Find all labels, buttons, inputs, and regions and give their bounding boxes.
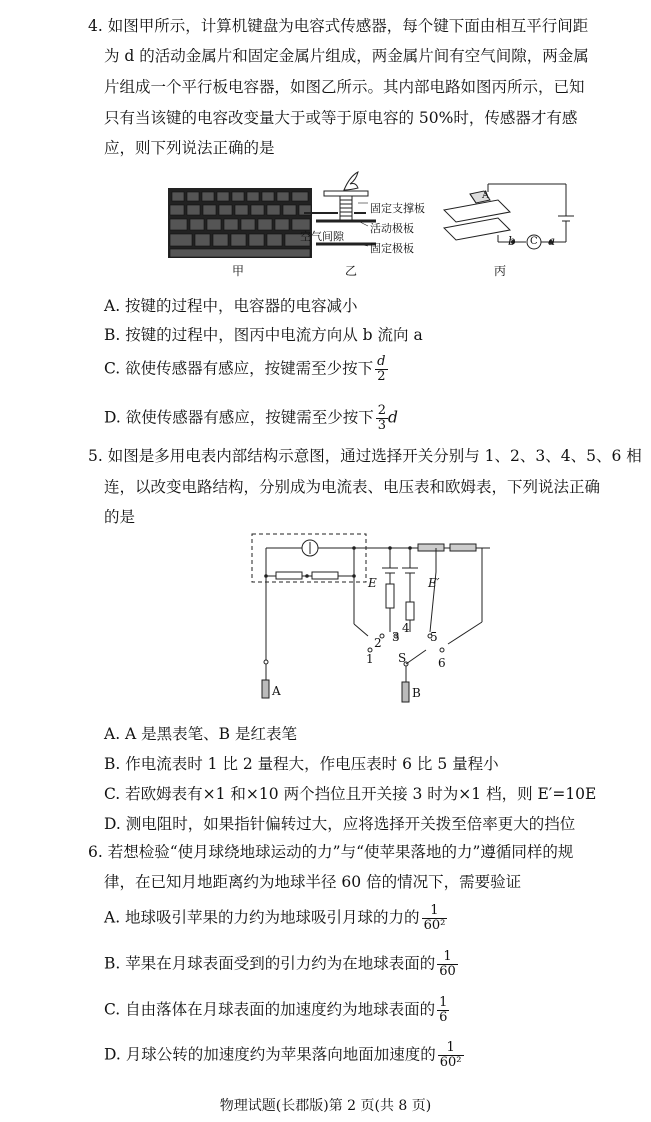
fraction-denominator: 60² xyxy=(423,918,446,933)
label-terminal-6: 6 xyxy=(438,656,446,670)
figure-bing-label: 丙 xyxy=(494,264,507,278)
q6-option-C-text: C. 自由落体在月球表面的加速度约为地球表面的 xyxy=(104,1000,436,1019)
fraction xyxy=(438,1041,464,1070)
q4-line-4: 只有当该键的电容改变量大于或等于原电容的 50%时，传感器才有感 xyxy=(104,109,578,127)
q4-option-A: A. 按键的过程中，电容器的电容减小 xyxy=(104,297,358,315)
label-air-gap: 空气间隙 xyxy=(300,230,344,243)
label-active-plate: 活动极板 xyxy=(370,222,414,235)
label-E-prime: E′ xyxy=(428,576,440,590)
fraction-numerator: 1 xyxy=(437,950,458,965)
label-support-plate: 固定支撑板 xyxy=(370,202,425,215)
label-terminal-5: 5 xyxy=(430,630,438,644)
label-point-a: a xyxy=(548,234,556,248)
label-probe-B: B xyxy=(412,686,421,700)
q4-option-C-text: C. 欲使传感器有感应，按键需至少按下 xyxy=(104,359,374,378)
fraction-denominator: 60 xyxy=(439,964,456,979)
q4-line-5: 应，则下列说法正确的是 xyxy=(104,139,275,157)
fraction-numerator: d xyxy=(377,354,386,369)
fraction xyxy=(422,904,448,933)
q4-line-2: 为 d 的活动金属片和固定金属片组成，两金属片间有空气间隙，两金属 xyxy=(104,47,589,65)
fraction-numerator: 1 xyxy=(438,1041,464,1056)
multimeter-circuit-diagram xyxy=(250,532,494,708)
q6-option-C xyxy=(104,996,449,1025)
q5-line-2: 连，以改变电路结构，分别成为电流表、电压表和欧姆表，下列说法正确 xyxy=(104,478,601,496)
fraction xyxy=(437,950,458,979)
q4-line-3: 片组成一个平行板电容器，如图乙所示。其内部电路如图丙所示，已知 xyxy=(104,78,585,96)
q5-option-D: D. 测电阻时，如果指针偏转过大，应将选择开关拨至倍率更大的挡位 xyxy=(104,815,576,833)
fraction xyxy=(375,355,387,384)
keyboard-photo xyxy=(168,188,312,258)
q6-option-A-text: A. 地球吸引苹果的力约为地球吸引月球的力的 xyxy=(104,908,420,927)
fraction-numerator: 1 xyxy=(439,995,448,1010)
q5-option-A: A. A 是黑表笔、B 是红表笔 xyxy=(104,725,297,743)
figure-jia-label: 甲 xyxy=(232,264,245,278)
q4-option-C xyxy=(104,355,388,384)
q6-option-D xyxy=(104,1041,464,1070)
q5-line-3: 的是 xyxy=(104,508,136,526)
q4-option-D-tail: d xyxy=(388,408,398,427)
fraction-denominator: 2 xyxy=(377,369,386,384)
label-probe-A: A xyxy=(272,684,281,698)
q5-option-C: C. 若欧姆表有×1 和×10 两个挡位且开关接 3 时为×1 档，则 E′=10E xyxy=(104,785,597,803)
fraction-denominator: 60² xyxy=(439,1055,462,1070)
label-terminal-1: 1 xyxy=(366,652,374,666)
q6-option-B xyxy=(104,950,458,979)
q5-line-1: 5. 如图是多用电表内部结构示意图，通过选择开关分别与 1、2、3、4、5、6 相 xyxy=(88,447,642,465)
q6-option-B-text: B. 苹果在月球表面受到的引力约为在地球表面的 xyxy=(104,954,436,973)
fraction-numerator: 1 xyxy=(422,904,448,919)
q4-option-B: B. 按键的过程中，图丙中电流方向从 b 流向 a xyxy=(104,326,423,344)
q6-option-A xyxy=(104,904,447,933)
fraction-denominator: 3 xyxy=(377,418,387,433)
q6-line-2: 律，在已知月地距离约为地球半径 60 倍的情况下，需要验证 xyxy=(104,873,522,891)
q4-option-D-text: D. 欲使传感器有感应，按键需至少按下 xyxy=(104,408,374,427)
label-terminal-3: 3 xyxy=(392,630,400,644)
q4-line-1: 4. 如图甲所示，计算机键盘为电容式传感器，每个键下面由相互平行间距 xyxy=(88,17,589,35)
label-key-A: A xyxy=(482,190,490,201)
q6-line-1: 6. 若想检验“使月球绕地球运动的力”与“使苹果落地的力”遵循同样的规 xyxy=(88,843,574,861)
label-point-b: b xyxy=(508,234,516,248)
fraction xyxy=(376,404,388,433)
fraction-numerator: 2 xyxy=(377,403,387,418)
page-footer: 物理试题(长郡版)第 2 页(共 8 页) xyxy=(219,1098,432,1114)
label-ammeter-C: C xyxy=(530,236,538,247)
q6-option-D-text: D. 月球公转的加速度约为苹果落向地面加速度的 xyxy=(104,1045,436,1064)
fraction-denominator: 6 xyxy=(439,1010,448,1025)
q4-option-D xyxy=(104,404,398,433)
label-E: E xyxy=(368,576,377,590)
label-switch-S: S xyxy=(398,651,407,665)
fraction xyxy=(437,996,449,1025)
capacitor-circuit-diagram xyxy=(438,180,578,260)
label-terminal-4: 4 xyxy=(402,621,410,635)
label-terminal-2: 2 xyxy=(374,636,382,650)
figure-yi-label: 乙 xyxy=(345,264,358,278)
q5-option-B: B. 作电流表时 1 比 2 量程大，作电压表时 6 比 5 量程小 xyxy=(104,755,499,773)
label-fixed-plate: 固定极板 xyxy=(370,242,414,255)
